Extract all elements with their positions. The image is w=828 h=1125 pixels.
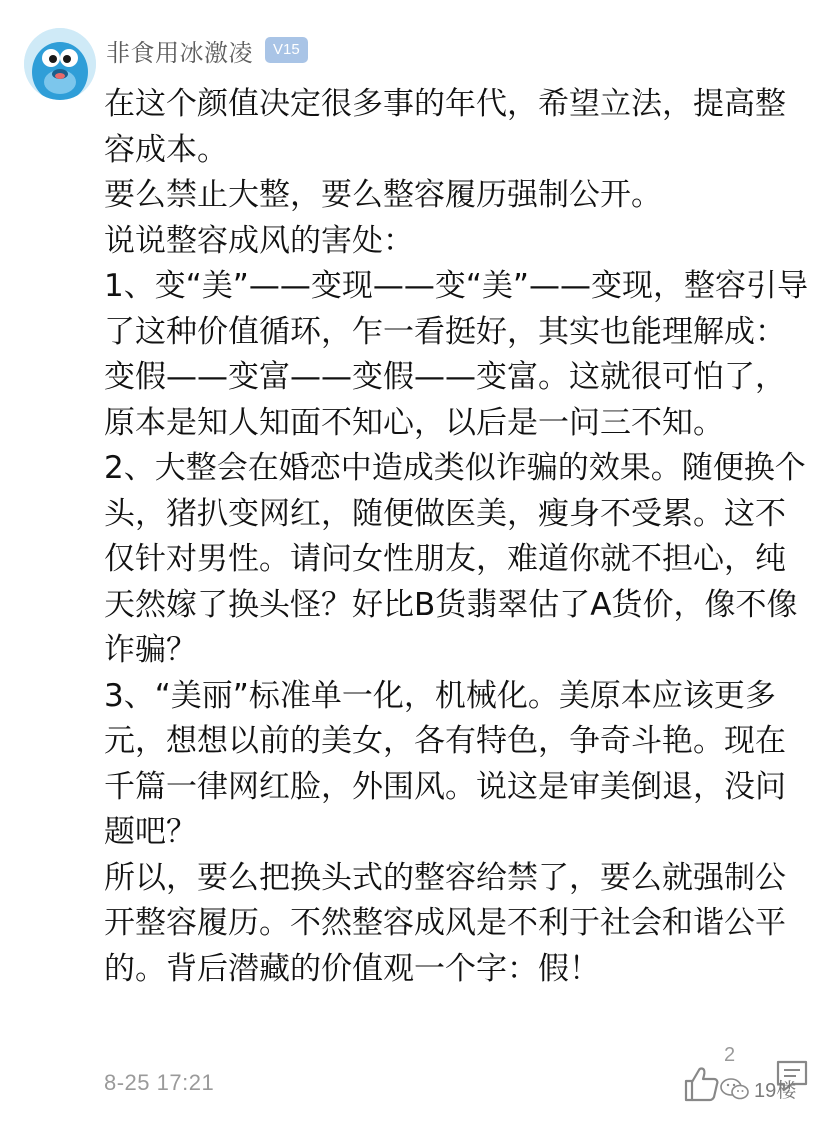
comment-header: [106, 30, 308, 70]
watermark-text: 19楼: [754, 1080, 797, 1102]
wechat-icon: [720, 1077, 750, 1101]
comment-body: [104, 82, 814, 992]
level-badge: V15: [265, 37, 308, 63]
comment-paragraph: 2、大整会在婚恋中造成类似诈骗的效果。随便换个头，猪扒变网红，随便做医美，瘦身不受累。这不仅针对男性。请问女性朋友，难道你就不担心，纯天然嫁了换头怪？好比B货翡翠估了A货价，像不像诈骗？: [104, 450, 806, 668]
comment-footer: [104, 1044, 814, 1104]
comment-paragraph: 要么禁止大整，要么整容履历强制公开。: [104, 177, 662, 213]
like-count: 2: [724, 1044, 736, 1066]
comment-paragraph: 1、变“美”——变现——变“美”——变现，整容引导了这种价值循环，乍一看挺好，其实也能理解成：变假——变富——变假——变富。这就很可怕了，原本是知人知面不知心，以后是一问三不知。: [104, 268, 808, 441]
username[interactable]: 非食用冰激凌: [106, 38, 253, 67]
avatar-icon[interactable]: [24, 28, 96, 100]
comment-paragraph: 所以，要么把换头式的整容给禁了，要么就强制公开整容履历。不然整容成风是不利于社会和谐公平的。背后潜藏的价值观一个字：假！: [104, 859, 786, 987]
comment-paragraph: 说说整容成风的害处：: [104, 222, 414, 259]
thumbs-up-icon: [682, 1064, 722, 1104]
watermark: [720, 1074, 796, 1103]
timestamp: 8-25 17:21: [104, 1070, 215, 1095]
comment-paragraph: 在这个颜值决定很多事的年代，希望立法，提高整容成本。: [104, 86, 786, 168]
comment-paragraph: 3、“美丽”标准单一化，机械化。美原本应该更多元，想想以前的美女，各有特色，争奇斗艳。现在千篇一律网红脸，外围风。说这是审美倒退，没问题吧？: [104, 677, 786, 850]
